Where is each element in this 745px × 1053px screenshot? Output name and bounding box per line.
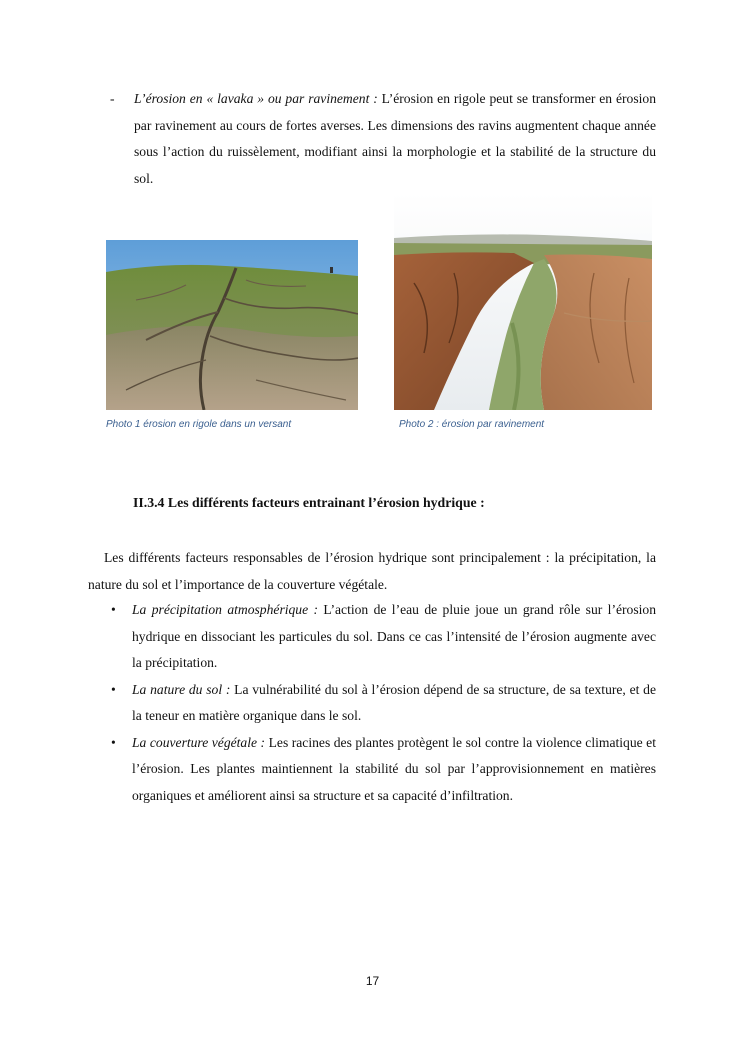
rill-erosion-image: [106, 240, 358, 410]
list-item-text: L’action de l’eau de pluie joue un grand rôle sur l’érosion hydrique en dissociant les particules du sol. Dans ce cas l’intensité de l’érosion augmente avec la précipitation.: [132, 602, 656, 670]
dash-marker: -: [110, 91, 115, 106]
intro-paragraph: Les différents facteurs responsables de l’érosion hydrique sont principalement : la précipitation, la nature du sol et l’importance de la couverture végétale.: [88, 550, 656, 592]
bullet-marker: •: [111, 681, 116, 697]
bullet-marker: •: [111, 602, 116, 617]
list-item-lead: La couverture végétale :: [132, 734, 266, 750]
dash-list-item-lavaka: [110, 86, 656, 192]
factors-list: [106, 597, 656, 809]
dash-item-text: L’érosion en rigole peut se transformer en érosion par ravinement au cours de fortes averses. Les dimensions des ravins augmentent chaque année sous l’action du ruissèlement, modifiant ainsi la morphologie et la stabilité de la structure du sol.: [134, 91, 656, 186]
list-item-text: La vulnérabilité du sol à l’érosion dépend de sa structure, de sa texture, et de la teneur en matière organique dans le sol.: [132, 681, 656, 723]
list-item-text: Les racines des plantes protègent le sol contre la violence climatique et l’érosion. Les plantes maintiennent la stabilité du sol par l’approvisionnement en matières organiques et améliorent ainsi sa structure et sa capacité d’infiltration.: [132, 734, 656, 803]
bullet-marker: •: [111, 734, 116, 750]
photo2-caption: Photo 2 : érosion par ravinement: [399, 419, 545, 430]
photo-rill-erosion: [106, 240, 358, 410]
list-item-lead: La nature du sol :: [132, 681, 231, 697]
list-item-vegetation: [106, 730, 656, 810]
photo-gully-erosion: [394, 193, 652, 410]
photo1-caption: Photo 1 érosion en rigole dans un versant: [106, 419, 292, 430]
gully-erosion-image: [394, 193, 652, 410]
section-heading: II.3.4 Les différents facteurs entrainant l’érosion hydrique :: [133, 495, 485, 510]
list-item-soil-nature: [106, 677, 656, 730]
list-item-lead: La précipitation atmosphérique :: [132, 602, 319, 617]
dash-item-body: [134, 86, 656, 192]
dash-item-lead: L’érosion en « lavaka » ou par ravinement :: [134, 91, 378, 106]
list-item-precipitation: [106, 597, 656, 677]
page-number: 17: [365, 974, 380, 988]
